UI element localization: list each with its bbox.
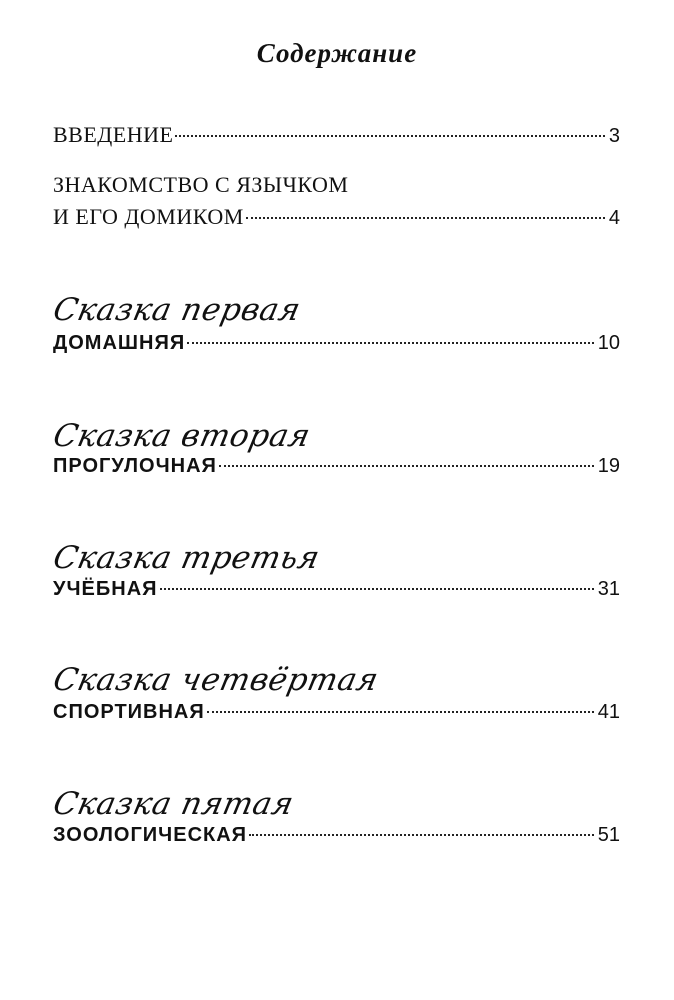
toc-page-number: 19 [597, 455, 620, 477]
toc-page-number: 31 [597, 578, 620, 600]
dot-leader [219, 465, 594, 467]
dot-leader [160, 588, 594, 590]
tale-subtitle-3: Сказка третья [50, 540, 324, 576]
page-title: Содержание [256, 38, 418, 68]
toc-entry-label: ДОМАШНЯЯ [53, 332, 186, 354]
tale-subtitle-2: Сказка вторая [50, 418, 314, 454]
toc-entry-tale-1[interactable] [53, 332, 620, 364]
toc-entry-acquaintance[interactable] [53, 172, 620, 236]
toc-page-number: 3 [608, 125, 620, 147]
dot-leader [246, 217, 605, 219]
toc-entry-label: ВВЕДЕНИЕ [53, 122, 174, 147]
tale-subtitle-5: Сказка пятая [50, 786, 298, 822]
tale-subtitle-4: Сказка четвёртая [50, 662, 382, 698]
dot-leader [207, 711, 594, 713]
toc-entry-tale-4[interactable] [53, 701, 620, 733]
toc-entry-tale-5[interactable] [53, 824, 620, 856]
toc-entry-label: УЧЁБНАЯ [53, 578, 158, 600]
toc-entry-label: СПОРТИВНАЯ [53, 701, 205, 723]
toc-page-number: 41 [597, 701, 620, 723]
toc-entry-label: ПРОГУЛОЧНАЯ [53, 455, 217, 477]
toc-page-number: 4 [608, 207, 620, 229]
toc-entry-label-line1: ЗНАКОМСТВО С ЯЗЫЧКОМ [53, 172, 349, 197]
toc-entry-tale-2[interactable] [53, 455, 620, 487]
toc-entry-tale-3[interactable] [53, 578, 620, 610]
toc-entry-intro[interactable] [53, 122, 620, 154]
dot-leader [249, 834, 594, 836]
tale-subtitle-1: Сказка первая [50, 292, 304, 328]
toc-entry-label-line2: И ЕГО ДОМИКОМ [53, 204, 244, 229]
dot-leader [175, 135, 604, 137]
toc-entry-label: ЗООЛОГИЧЕСКАЯ [53, 824, 248, 846]
dot-leader [187, 342, 594, 344]
toc-page-number: 10 [597, 332, 620, 354]
toc-page-number: 51 [597, 824, 620, 846]
